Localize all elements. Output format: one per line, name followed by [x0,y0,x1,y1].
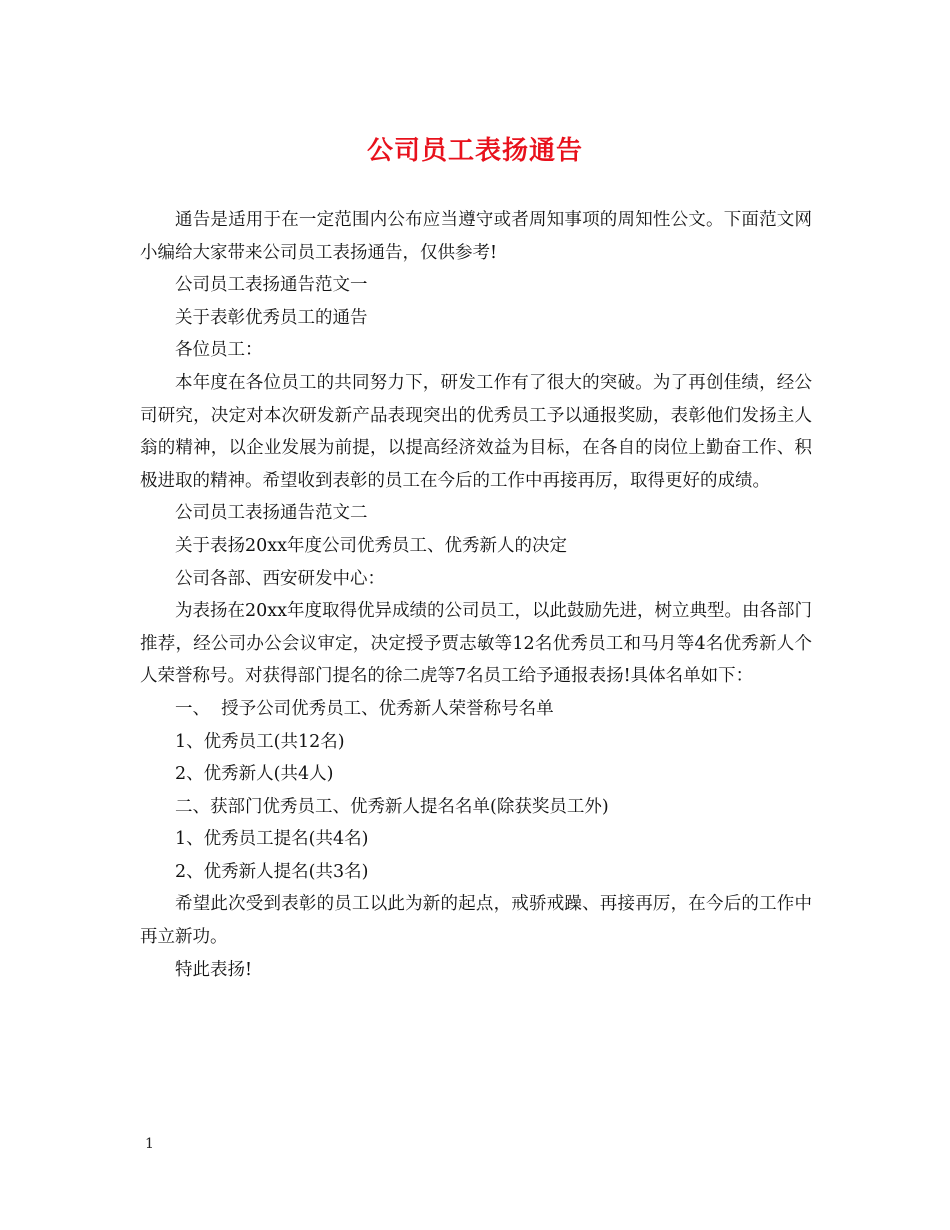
page-number: 1 [145,1136,154,1152]
list-section-one: 一、 授予公司优秀员工、优秀新人荣誉称号名单 [175,698,554,719]
closing-paragraph: 希望此次受到表彰的员工以此为新的起点，戒骄戒躁、再接再厉，在今后的工作中再立新功。 [140,894,812,948]
sample-one-salutation: 各位员工： [175,340,263,361]
list-item: 1、优秀员工(共12名) [175,731,345,752]
sample-one-subject: 关于表彰优秀员工的通告 [175,307,368,328]
list-item: 2、优秀新人(共4人) [175,764,334,785]
document-title: 公司员工表扬通告 [366,136,583,166]
document-body [140,204,812,986]
sample-two-heading: 公司员工表扬通告范文二 [175,503,368,524]
list-section-two: 二、获部门优秀员工、优秀新人提名名单(除获奖员工外) [175,796,609,817]
sample-two-subject: 关于表扬20xx年度公司优秀员工、优秀新人的决定 [175,535,568,556]
sample-two-body: 为表扬在20xx年度取得优异成绩的公司员工，以此鼓励先进，树立典型。由各部门推荐，经公司办公会议审定，决定授予贾志敏等12名优秀员工和马月等4名优秀新人个人荣誉称号。对获得部门提名的徐二虎等7名员工给予通报表扬!具体名单如下： [140,601,813,687]
closing-line: 特此表扬! [175,959,253,980]
sample-one-heading: 公司员工表扬通告范文一 [175,275,368,296]
list-item: 2、优秀新人提名(共3名) [175,861,369,882]
intro-paragraph: 通告是适用于在一定范围内公布应当遵守或者周知事项的周知性公文。下面范文网小编给大家带来公司员工表扬通告，仅供参考! [140,210,812,263]
sample-one-body: 本年度在各位员工的共同努力下，研发工作有了很大的突破。为了再创佳绩，经公司研究，决定对本次研发新产品表现突出的优秀员工予以通报奖励，表彰他们发扬主人翁的精神，以企业发展为前提，以提高经济效益为目标，在各自的岗位上勤奋工作、积极进取的精神。希望收到表彰的员工在今后的工作中再接再厉，取得更好的成绩。 [140,372,812,491]
list-item: 1、优秀员工提名(共4名) [175,829,369,850]
sample-two-salutation: 公司各部、西安研发中心： [175,568,385,589]
